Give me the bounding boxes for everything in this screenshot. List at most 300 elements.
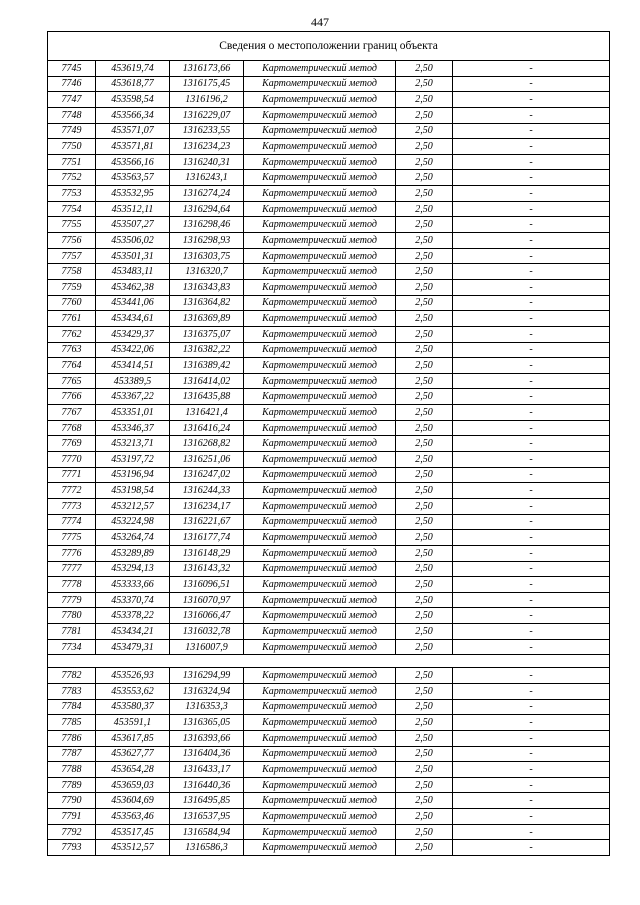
table-row [48,295,610,311]
precision-cell: 2,50 [396,809,453,825]
table-row [48,545,610,561]
x-coordinate-cell: 453659,03 [96,777,170,793]
point-number-cell: 7756 [48,233,96,249]
precision-cell: 2,50 [396,498,453,514]
method-cell: Картометрический метод [244,668,396,684]
precision-cell: 2,50 [396,92,453,108]
table-row [48,436,610,452]
table-row [48,592,610,608]
table-row [48,186,610,202]
y-coordinate-cell: 1316096,51 [170,577,244,593]
point-number-cell: 7791 [48,809,96,825]
description-cell: - [453,467,610,483]
description-cell: - [453,139,610,155]
method-cell: Картометрический метод [244,777,396,793]
description-cell: - [453,326,610,342]
y-coordinate-cell: 1316404,36 [170,746,244,762]
y-coordinate-cell: 1316495,85 [170,793,244,809]
point-number-cell: 7762 [48,326,96,342]
precision-cell: 2,50 [396,311,453,327]
precision-cell: 2,50 [396,824,453,840]
x-coordinate-cell: 453598,54 [96,92,170,108]
method-cell: Картометрический метод [244,514,396,530]
table-row [48,777,610,793]
y-coordinate-cell: 1316365,05 [170,715,244,731]
precision-cell: 2,50 [396,264,453,280]
x-coordinate-cell: 453627,77 [96,746,170,762]
method-cell: Картометрический метод [244,170,396,186]
table-row [48,467,610,483]
precision-cell: 2,50 [396,545,453,561]
x-coordinate-cell: 453591,1 [96,715,170,731]
x-coordinate-cell: 453462,38 [96,279,170,295]
point-number-cell: 7777 [48,561,96,577]
y-coordinate-cell: 1316229,07 [170,107,244,123]
point-number-cell: 7786 [48,730,96,746]
description-cell: - [453,824,610,840]
description-cell: - [453,342,610,358]
point-number-cell: 7746 [48,76,96,92]
point-number-cell: 7760 [48,295,96,311]
method-cell: Картометрический метод [244,624,396,640]
precision-cell: 2,50 [396,715,453,731]
precision-cell: 2,50 [396,279,453,295]
point-number-cell: 7758 [48,264,96,280]
x-coordinate-cell: 453566,16 [96,154,170,170]
precision-cell: 2,50 [396,107,453,123]
point-number-cell: 7781 [48,624,96,640]
point-number-cell: 7765 [48,373,96,389]
method-cell: Картометрический метод [244,389,396,405]
x-coordinate-cell: 453196,94 [96,467,170,483]
precision-cell: 2,50 [396,777,453,793]
y-coordinate-cell: 1316175,45 [170,76,244,92]
table-row [48,92,610,108]
table-row [48,342,610,358]
x-coordinate-cell: 453370,74 [96,592,170,608]
point-number-cell: 7755 [48,217,96,233]
x-coordinate-cell: 453198,54 [96,483,170,499]
precision-cell: 2,50 [396,76,453,92]
point-number-cell: 7769 [48,436,96,452]
point-number-cell: 7749 [48,123,96,139]
point-number-cell: 7779 [48,592,96,608]
x-coordinate-cell: 453526,93 [96,668,170,684]
table-row [48,840,610,856]
precision-cell: 2,50 [396,217,453,233]
x-coordinate-cell: 453479,31 [96,639,170,655]
y-coordinate-cell: 1316324,94 [170,683,244,699]
method-cell: Картометрический метод [244,436,396,452]
point-number-cell: 7750 [48,139,96,155]
point-number-cell: 7793 [48,840,96,856]
x-coordinate-cell: 453378,22 [96,608,170,624]
table-row [48,746,610,762]
point-number-cell: 7768 [48,420,96,436]
description-cell: - [453,483,610,499]
description-cell: - [453,107,610,123]
precision-cell: 2,50 [396,248,453,264]
description-cell: - [453,389,610,405]
method-cell: Картометрический метод [244,92,396,108]
table-row [48,139,610,155]
point-number-cell: 7784 [48,699,96,715]
y-coordinate-cell: 1316393,66 [170,730,244,746]
precision-cell: 2,50 [396,186,453,202]
description-cell: - [453,405,610,421]
table-row [48,577,610,593]
precision-cell: 2,50 [396,592,453,608]
y-coordinate-cell: 1316240,31 [170,154,244,170]
description-cell: - [453,530,610,546]
precision-cell: 2,50 [396,436,453,452]
group-separator-row [48,655,610,668]
point-number-cell: 7745 [48,61,96,77]
table-row [48,514,610,530]
x-coordinate-cell: 453532,95 [96,186,170,202]
y-coordinate-cell: 1316584,94 [170,824,244,840]
method-cell: Картометрический метод [244,467,396,483]
method-cell: Картометрический метод [244,311,396,327]
point-number-cell: 7753 [48,186,96,202]
table-row [48,561,610,577]
description-cell: - [453,233,610,249]
x-coordinate-cell: 453294,13 [96,561,170,577]
table-row [48,233,610,249]
description-cell: - [453,358,610,374]
method-cell: Картометрический метод [244,498,396,514]
precision-cell: 2,50 [396,467,453,483]
table-row [48,170,610,186]
description-cell: - [453,452,610,468]
x-coordinate-cell: 453422,06 [96,342,170,358]
table-row [48,326,610,342]
y-coordinate-cell: 1316247,02 [170,467,244,483]
precision-cell: 2,50 [396,154,453,170]
precision-cell: 2,50 [396,561,453,577]
description-cell: - [453,498,610,514]
y-coordinate-cell: 1316244,33 [170,483,244,499]
method-cell: Картометрический метод [244,201,396,217]
precision-cell: 2,50 [396,201,453,217]
x-coordinate-cell: 453619,74 [96,61,170,77]
precision-cell: 2,50 [396,233,453,249]
description-cell: - [453,624,610,640]
point-number-cell: 7782 [48,668,96,684]
point-number-cell: 7774 [48,514,96,530]
y-coordinate-cell: 1316148,29 [170,545,244,561]
x-coordinate-cell: 453563,46 [96,809,170,825]
description-cell: - [453,279,610,295]
description-cell: - [453,592,610,608]
table-row [48,793,610,809]
description-cell: - [453,561,610,577]
precision-cell: 2,50 [396,683,453,699]
precision-cell: 2,50 [396,358,453,374]
y-coordinate-cell: 1316234,23 [170,139,244,155]
precision-cell: 2,50 [396,373,453,389]
table-row [48,452,610,468]
description-cell: - [453,123,610,139]
description-cell: - [453,217,610,233]
method-cell: Картометрический метод [244,279,396,295]
method-cell: Картометрический метод [244,561,396,577]
x-coordinate-cell: 453213,71 [96,436,170,452]
method-cell: Картометрический метод [244,295,396,311]
y-coordinate-cell: 1316303,75 [170,248,244,264]
description-cell: - [453,170,610,186]
point-number-cell: 7790 [48,793,96,809]
point-number-cell: 7787 [48,746,96,762]
table-row [48,824,610,840]
table-row [48,264,610,280]
method-cell: Картометрический метод [244,545,396,561]
description-cell: - [453,248,610,264]
y-coordinate-cell: 1316440,36 [170,777,244,793]
point-number-cell: 7785 [48,715,96,731]
method-cell: Картометрический метод [244,217,396,233]
point-number-cell: 7757 [48,248,96,264]
x-coordinate-cell: 453389,5 [96,373,170,389]
description-cell: - [453,92,610,108]
method-cell: Картометрический метод [244,373,396,389]
description-cell: - [453,777,610,793]
x-coordinate-cell: 453483,11 [96,264,170,280]
table-row [48,201,610,217]
method-cell: Картометрический метод [244,608,396,624]
x-coordinate-cell: 453507,27 [96,217,170,233]
x-coordinate-cell: 453517,45 [96,824,170,840]
method-cell: Картометрический метод [244,420,396,436]
method-cell: Картометрический метод [244,699,396,715]
x-coordinate-cell: 453333,66 [96,577,170,593]
table-row [48,358,610,374]
point-number-cell: 7788 [48,762,96,778]
y-coordinate-cell: 1316173,66 [170,61,244,77]
description-cell: - [453,668,610,684]
precision-cell: 2,50 [396,840,453,856]
method-cell: Картометрический метод [244,264,396,280]
method-cell: Картометрический метод [244,530,396,546]
x-coordinate-cell: 453571,07 [96,123,170,139]
x-coordinate-cell: 453367,22 [96,389,170,405]
method-cell: Картометрический метод [244,793,396,809]
table-row [48,483,610,499]
y-coordinate-cell: 1316537,95 [170,809,244,825]
point-number-cell: 7763 [48,342,96,358]
y-coordinate-cell: 1316066,47 [170,608,244,624]
x-coordinate-cell: 453346,37 [96,420,170,436]
x-coordinate-cell: 453197,72 [96,452,170,468]
method-cell: Картометрический метод [244,824,396,840]
table-row [48,389,610,405]
method-cell: Картометрический метод [244,186,396,202]
table-row [48,61,610,77]
table-row [48,624,610,640]
description-cell: - [453,730,610,746]
method-cell: Картометрический метод [244,715,396,731]
x-coordinate-cell: 453212,57 [96,498,170,514]
x-coordinate-cell: 453618,77 [96,76,170,92]
method-cell: Картометрический метод [244,154,396,170]
description-cell: - [453,793,610,809]
y-coordinate-cell: 1316221,67 [170,514,244,530]
precision-cell: 2,50 [396,530,453,546]
page-number: 447 [311,15,329,29]
precision-cell: 2,50 [396,326,453,342]
point-number-cell: 7775 [48,530,96,546]
description-cell: - [453,420,610,436]
y-coordinate-cell: 1316353,3 [170,699,244,715]
precision-cell: 2,50 [396,452,453,468]
method-cell: Картометрический метод [244,139,396,155]
method-cell: Картометрический метод [244,107,396,123]
point-number-cell: 7773 [48,498,96,514]
method-cell: Картометрический метод [244,248,396,264]
x-coordinate-cell: 453580,37 [96,699,170,715]
table-row [48,420,610,436]
table-row [48,405,610,421]
precision-cell: 2,50 [396,577,453,593]
y-coordinate-cell: 1316007,9 [170,639,244,655]
point-number-cell: 7764 [48,358,96,374]
precision-cell: 2,50 [396,405,453,421]
y-coordinate-cell: 1316274,24 [170,186,244,202]
point-number-cell: 7766 [48,389,96,405]
point-number-cell: 7778 [48,577,96,593]
y-coordinate-cell: 1316414,02 [170,373,244,389]
y-coordinate-cell: 1316298,46 [170,217,244,233]
method-cell: Картометрический метод [244,76,396,92]
precision-cell: 2,50 [396,483,453,499]
description-cell: - [453,201,610,217]
method-cell: Картометрический метод [244,405,396,421]
description-cell: - [453,577,610,593]
precision-cell: 2,50 [396,668,453,684]
method-cell: Картометрический метод [244,730,396,746]
x-coordinate-cell: 453563,57 [96,170,170,186]
table-row [48,311,610,327]
x-coordinate-cell: 453512,57 [96,840,170,856]
table-row [48,530,610,546]
point-number-cell: 7759 [48,279,96,295]
table-row [48,76,610,92]
method-cell: Картометрический метод [244,809,396,825]
precision-cell: 2,50 [396,699,453,715]
precision-cell: 2,50 [396,608,453,624]
table-row [48,683,610,699]
point-number-cell: 7767 [48,405,96,421]
description-cell: - [453,639,610,655]
method-cell: Картометрический метод [244,342,396,358]
description-cell: - [453,154,610,170]
y-coordinate-cell: 1316364,82 [170,295,244,311]
y-coordinate-cell: 1316343,83 [170,279,244,295]
description-cell: - [453,746,610,762]
method-cell: Картометрический метод [244,639,396,655]
table-title-row [48,32,610,61]
precision-cell: 2,50 [396,342,453,358]
description-cell: - [453,809,610,825]
x-coordinate-cell: 453434,61 [96,311,170,327]
precision-cell: 2,50 [396,514,453,530]
table-row [48,809,610,825]
method-cell: Картометрический метод [244,762,396,778]
precision-cell: 2,50 [396,639,453,655]
description-cell: - [453,264,610,280]
precision-cell: 2,50 [396,793,453,809]
y-coordinate-cell: 1316416,24 [170,420,244,436]
table-row [48,154,610,170]
x-coordinate-cell: 453506,02 [96,233,170,249]
y-coordinate-cell: 1316143,32 [170,561,244,577]
x-coordinate-cell: 453571,81 [96,139,170,155]
precision-cell: 2,50 [396,420,453,436]
y-coordinate-cell: 1316389,42 [170,358,244,374]
method-cell: Картометрический метод [244,483,396,499]
x-coordinate-cell: 453289,89 [96,545,170,561]
table-row [48,608,610,624]
y-coordinate-cell: 1316234,17 [170,498,244,514]
x-coordinate-cell: 453512,11 [96,201,170,217]
x-coordinate-cell: 453553,62 [96,683,170,699]
x-coordinate-cell: 453566,34 [96,107,170,123]
y-coordinate-cell: 1316233,55 [170,123,244,139]
y-coordinate-cell: 1316298,93 [170,233,244,249]
point-number-cell: 7771 [48,467,96,483]
boundary-table-container [47,31,609,856]
x-coordinate-cell: 453434,21 [96,624,170,640]
description-cell: - [453,762,610,778]
y-coordinate-cell: 1316435,88 [170,389,244,405]
point-number-cell: 7747 [48,92,96,108]
x-coordinate-cell: 453414,51 [96,358,170,374]
x-coordinate-cell: 453264,74 [96,530,170,546]
description-cell: - [453,608,610,624]
precision-cell: 2,50 [396,624,453,640]
point-number-cell: 7776 [48,545,96,561]
description-cell: - [453,186,610,202]
x-coordinate-cell: 453351,01 [96,405,170,421]
precision-cell: 2,50 [396,389,453,405]
y-coordinate-cell: 1316421,4 [170,405,244,421]
x-coordinate-cell: 453429,37 [96,326,170,342]
table-title: Сведения о местоположении границ объекта [48,32,610,61]
table-row [48,373,610,389]
y-coordinate-cell: 1316070,97 [170,592,244,608]
y-coordinate-cell: 1316177,74 [170,530,244,546]
y-coordinate-cell: 1316433,17 [170,762,244,778]
y-coordinate-cell: 1316375,07 [170,326,244,342]
table-row [48,715,610,731]
point-number-cell: 7754 [48,201,96,217]
precision-cell: 2,50 [396,746,453,762]
precision-cell: 2,50 [396,730,453,746]
method-cell: Картометрический метод [244,358,396,374]
x-coordinate-cell: 453617,85 [96,730,170,746]
point-number-cell: 7748 [48,107,96,123]
precision-cell: 2,50 [396,61,453,77]
method-cell: Картометрический метод [244,61,396,77]
table-row [48,279,610,295]
point-number-cell: 7783 [48,683,96,699]
point-number-cell: 7751 [48,154,96,170]
x-coordinate-cell: 453604,69 [96,793,170,809]
description-cell: - [453,840,610,856]
precision-cell: 2,50 [396,762,453,778]
table-row [48,107,610,123]
x-coordinate-cell: 453654,28 [96,762,170,778]
